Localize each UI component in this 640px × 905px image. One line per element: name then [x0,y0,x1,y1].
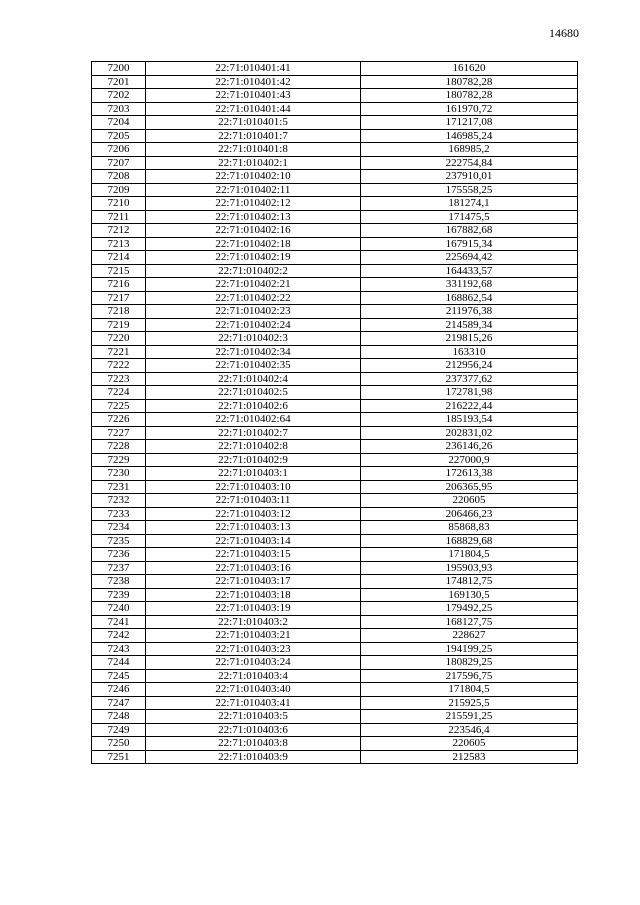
table-row [92,372,578,386]
table-row [92,62,578,76]
row-number-cell: 7200 [92,62,146,76]
table-row [92,75,578,89]
row-number-cell: 7237 [92,561,146,575]
table-row [92,440,578,454]
table-row [92,251,578,265]
cadastral-value-table [91,61,578,764]
table-row [92,750,578,764]
cadastral-number-cell: 22:71:010402:16 [146,224,361,238]
row-number-cell: 7221 [92,345,146,359]
table-row [92,696,578,710]
cadastral-number-cell: 22:71:010403:8 [146,737,361,751]
row-number-cell: 7223 [92,372,146,386]
table-row [92,426,578,440]
cadastral-number-cell: 22:71:010402:9 [146,453,361,467]
row-number-cell: 7229 [92,453,146,467]
table-row [92,629,578,643]
cadastral-value-cell: 164433,57 [361,264,578,278]
row-number-cell: 7239 [92,588,146,602]
table-row [92,237,578,251]
row-number-cell: 7227 [92,426,146,440]
cadastral-value-cell: 237910,01 [361,170,578,184]
cadastral-value-cell: 217596,75 [361,669,578,683]
row-number-cell: 7208 [92,170,146,184]
cadastral-value-cell: 202831,02 [361,426,578,440]
cadastral-number-cell: 22:71:010402:8 [146,440,361,454]
cadastral-number-cell: 22:71:010402:64 [146,413,361,427]
table-row [92,602,578,616]
cadastral-number-cell: 22:71:010403:4 [146,669,361,683]
table-row [92,143,578,157]
cadastral-number-cell: 22:71:010402:13 [146,210,361,224]
table-row [92,89,578,103]
row-number-cell: 7216 [92,278,146,292]
cadastral-value-cell: 180829,25 [361,656,578,670]
cadastral-value-cell: 175558,25 [361,183,578,197]
cadastral-value-cell: 171217,08 [361,116,578,130]
table-row [92,170,578,184]
cadastral-number-cell: 22:71:010403:2 [146,615,361,629]
row-number-cell: 7240 [92,602,146,616]
table-row [92,561,578,575]
table-row [92,642,578,656]
row-number-cell: 7203 [92,102,146,116]
cadastral-value-cell: 195903,93 [361,561,578,575]
cadastral-number-cell: 22:71:010402:1 [146,156,361,170]
cadastral-value-cell: 179492,25 [361,602,578,616]
row-number-cell: 7250 [92,737,146,751]
cadastral-value-cell: 228627 [361,629,578,643]
row-number-cell: 7220 [92,332,146,346]
table-row [92,521,578,535]
cadastral-number-cell: 22:71:010403:10 [146,480,361,494]
cadastral-value-cell: 211976,38 [361,305,578,319]
row-number-cell: 7206 [92,143,146,157]
cadastral-number-cell: 22:71:010402:22 [146,291,361,305]
cadastral-value-cell: 223546,4 [361,723,578,737]
cadastral-number-cell: 22:71:010401:7 [146,129,361,143]
row-number-cell: 7236 [92,548,146,562]
table-row [92,291,578,305]
cadastral-value-cell: 227000,9 [361,453,578,467]
row-number-cell: 7241 [92,615,146,629]
table-row [92,129,578,143]
row-number-cell: 7243 [92,642,146,656]
cadastral-value-cell: 168829,68 [361,534,578,548]
cadastral-number-cell: 22:71:010403:19 [146,602,361,616]
table-row [92,332,578,346]
page-number: 14680 [549,26,579,40]
cadastral-number-cell: 22:71:010403:40 [146,683,361,697]
cadastral-value-cell: 168127,75 [361,615,578,629]
row-number-cell: 7218 [92,305,146,319]
row-number-cell: 7251 [92,750,146,764]
row-number-cell: 7202 [92,89,146,103]
cadastral-value-cell: 180782,28 [361,75,578,89]
row-number-cell: 7244 [92,656,146,670]
row-number-cell: 7232 [92,494,146,508]
cadastral-value-cell: 194199,25 [361,642,578,656]
cadastral-number-cell: 22:71:010401:8 [146,143,361,157]
cadastral-number-cell: 22:71:010403:18 [146,588,361,602]
cadastral-number-cell: 22:71:010403:11 [146,494,361,508]
row-number-cell: 7204 [92,116,146,130]
cadastral-number-cell: 22:71:010403:5 [146,710,361,724]
cadastral-number-cell: 22:71:010403:6 [146,723,361,737]
cadastral-value-cell: 181274,1 [361,197,578,211]
table-row [92,683,578,697]
cadastral-value-cell: 225694,42 [361,251,578,265]
cadastral-value-cell: 174812,75 [361,575,578,589]
cadastral-value-cell: 220605 [361,494,578,508]
table-row [92,399,578,413]
row-number-cell: 7234 [92,521,146,535]
cadastral-value-cell: 219815,26 [361,332,578,346]
cadastral-value-cell: 206365,95 [361,480,578,494]
cadastral-value-cell: 180782,28 [361,89,578,103]
table-row [92,345,578,359]
row-number-cell: 7246 [92,683,146,697]
cadastral-value-cell: 146985,24 [361,129,578,143]
cadastral-number-cell: 22:71:010402:19 [146,251,361,265]
cadastral-value-cell: 237377,62 [361,372,578,386]
cadastral-value-cell: 171475,5 [361,210,578,224]
row-number-cell: 7224 [92,386,146,400]
cadastral-number-cell: 22:71:010402:2 [146,264,361,278]
table-row [92,210,578,224]
table-row [92,102,578,116]
cadastral-value-cell: 163310 [361,345,578,359]
row-number-cell: 7242 [92,629,146,643]
cadastral-value-cell: 172781,98 [361,386,578,400]
row-number-cell: 7228 [92,440,146,454]
table-body [92,62,578,764]
table-row [92,588,578,602]
table-row [92,197,578,211]
row-number-cell: 7233 [92,507,146,521]
row-number-cell: 7225 [92,399,146,413]
cadastral-number-cell: 22:71:010402:23 [146,305,361,319]
row-number-cell: 7207 [92,156,146,170]
cadastral-number-cell: 22:71:010403:17 [146,575,361,589]
cadastral-value-cell: 220605 [361,737,578,751]
cadastral-number-cell: 22:71:010402:12 [146,197,361,211]
cadastral-value-cell: 185193,54 [361,413,578,427]
row-number-cell: 7249 [92,723,146,737]
cadastral-number-cell: 22:71:010403:21 [146,629,361,643]
cadastral-number-cell: 22:71:010402:11 [146,183,361,197]
cadastral-number-cell: 22:71:010402:24 [146,318,361,332]
table-row [92,183,578,197]
cadastral-value-cell: 212583 [361,750,578,764]
cadastral-number-cell: 22:71:010402:6 [146,399,361,413]
table-row [92,548,578,562]
cadastral-number-cell: 22:71:010401:44 [146,102,361,116]
table-row [92,386,578,400]
cadastral-number-cell: 22:71:010403:1 [146,467,361,481]
cadastral-number-cell: 22:71:010402:7 [146,426,361,440]
cadastral-value-cell: 168985,2 [361,143,578,157]
cadastral-number-cell: 22:71:010402:3 [146,332,361,346]
cadastral-value-cell: 161620 [361,62,578,76]
cadastral-number-cell: 22:71:010403:12 [146,507,361,521]
cadastral-value-cell: 331192,68 [361,278,578,292]
row-number-cell: 7201 [92,75,146,89]
cadastral-value-cell: 214589,34 [361,318,578,332]
cadastral-value-cell: 206466,23 [361,507,578,521]
cadastral-number-cell: 22:71:010402:5 [146,386,361,400]
row-number-cell: 7219 [92,318,146,332]
table-row [92,723,578,737]
cadastral-value-cell: 236146,26 [361,440,578,454]
row-number-cell: 7214 [92,251,146,265]
table-row [92,534,578,548]
cadastral-value-cell: 168862,54 [361,291,578,305]
cadastral-number-cell: 22:71:010402:34 [146,345,361,359]
row-number-cell: 7226 [92,413,146,427]
table-row [92,359,578,373]
table-row [92,480,578,494]
row-number-cell: 7247 [92,696,146,710]
cadastral-value-cell: 169130,5 [361,588,578,602]
cadastral-number-cell: 22:71:010401:42 [146,75,361,89]
row-number-cell: 7248 [92,710,146,724]
cadastral-number-cell: 22:71:010403:16 [146,561,361,575]
cadastral-number-cell: 22:71:010403:41 [146,696,361,710]
cadastral-value-cell: 215591,25 [361,710,578,724]
table-row [92,413,578,427]
cadastral-value-cell: 161970,72 [361,102,578,116]
table-row [92,737,578,751]
cadastral-number-cell: 22:71:010402:35 [146,359,361,373]
cadastral-number-cell: 22:71:010401:5 [146,116,361,130]
row-number-cell: 7209 [92,183,146,197]
table-row [92,278,578,292]
table-row [92,116,578,130]
row-number-cell: 7210 [92,197,146,211]
cadastral-number-cell: 22:71:010403:13 [146,521,361,535]
table-row [92,669,578,683]
table-row [92,318,578,332]
cadastral-value-cell: 212956,24 [361,359,578,373]
cadastral-number-cell: 22:71:010403:15 [146,548,361,562]
cadastral-value-cell: 171804,5 [361,683,578,697]
cadastral-value-cell: 167882,68 [361,224,578,238]
row-number-cell: 7222 [92,359,146,373]
cadastral-value-cell: 171804,5 [361,548,578,562]
table-row [92,453,578,467]
row-number-cell: 7245 [92,669,146,683]
row-number-cell: 7212 [92,224,146,238]
row-number-cell: 7238 [92,575,146,589]
cadastral-value-cell: 85868,83 [361,521,578,535]
table-row [92,305,578,319]
cadastral-value-cell: 167915,34 [361,237,578,251]
row-number-cell: 7217 [92,291,146,305]
row-number-cell: 7230 [92,467,146,481]
row-number-cell: 7215 [92,264,146,278]
cadastral-number-cell: 22:71:010403:14 [146,534,361,548]
row-number-cell: 7211 [92,210,146,224]
cadastral-number-cell: 22:71:010402:10 [146,170,361,184]
table-row [92,615,578,629]
cadastral-number-cell: 22:71:010401:43 [146,89,361,103]
cadastral-number-cell: 22:71:010401:41 [146,62,361,76]
cadastral-number-cell: 22:71:010402:21 [146,278,361,292]
table-row [92,710,578,724]
cadastral-value-cell: 172613,38 [361,467,578,481]
table-row [92,467,578,481]
table-row [92,507,578,521]
table-row [92,224,578,238]
cadastral-number-cell: 22:71:010402:4 [146,372,361,386]
table-row [92,656,578,670]
table-row [92,156,578,170]
row-number-cell: 7205 [92,129,146,143]
table-row [92,575,578,589]
cadastral-value-cell: 216222,44 [361,399,578,413]
cadastral-number-cell: 22:71:010403:23 [146,642,361,656]
cadastral-value-cell: 215925,5 [361,696,578,710]
cadastral-value-cell: 222754,84 [361,156,578,170]
table-row [92,264,578,278]
row-number-cell: 7231 [92,480,146,494]
row-number-cell: 7235 [92,534,146,548]
cadastral-number-cell: 22:71:010402:18 [146,237,361,251]
cadastral-number-cell: 22:71:010403:24 [146,656,361,670]
cadastral-number-cell: 22:71:010403:9 [146,750,361,764]
table-row [92,494,578,508]
row-number-cell: 7213 [92,237,146,251]
